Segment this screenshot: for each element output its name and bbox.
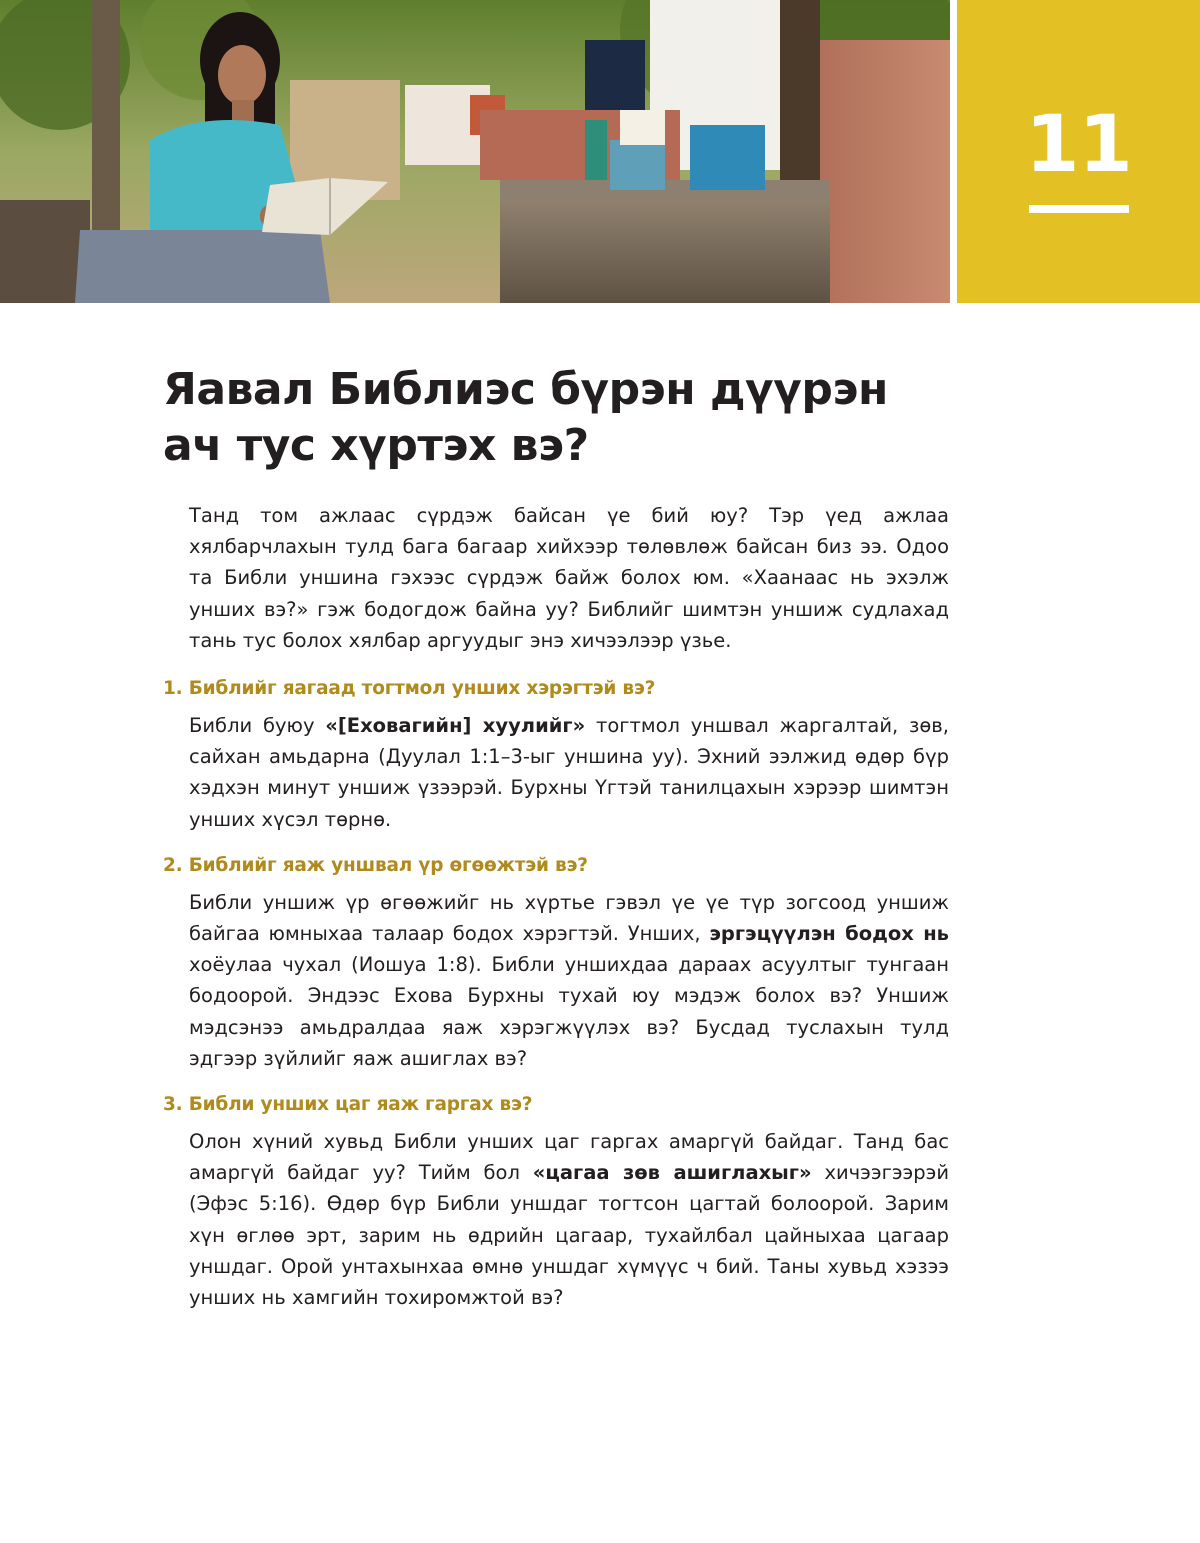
section-2 <box>163 853 963 1074</box>
text-run: Библи уншиж үр өгөөжийг нь хүртье гэвэл үе үе түр зогсоод уншиж байгаа юмныхаа талаар бодох хэрэгтэй. Унших, <box>189 890 949 946</box>
lesson-number-badge <box>957 0 1200 303</box>
title-line-1: Яавал Библиэс бүрэн дүүрэн <box>163 364 888 415</box>
title-line-2: ач тус хүртэх вэ? <box>163 420 589 471</box>
section-heading: 3. Библи унших цаг яаж гаргах вэ? <box>163 1094 533 1116</box>
section-paragraph <box>189 887 949 1074</box>
text-run: хоёулаа чухал (Иошуа 1:8). Библи уншихдаа дараах асуултыг тунгаан бодоорой. Эндээс Ехова Бурхны тухай юу мэдэж болох вэ? Уншиж мэдсэнээ амьдралдаа яаж хэрэгжүүлэх вэ? Бусдад туслахын тулд эдгээр зүйлийг яаж ашиглах вэ? <box>189 953 949 1070</box>
section-heading: 2. Библийг яаж уншвал үр өгөөжтэй вэ? <box>163 854 588 876</box>
bold-text: «цагаа зөв ашиглахыг» <box>532 1161 812 1185</box>
section-heading: 1. Библийг яагаад тогтмол унших хэрэгтэй вэ? <box>163 678 656 700</box>
bold-text: эргэцүүлэн бодох нь <box>709 922 949 946</box>
text-run: тогтмол уншвал жаргалтай, зөв, сайхан амьдарна (Дуулал 1:1–3-ыг уншина уу). Эхний ээлжид өдөр бүр хэдхэн минут уншиж үзээрэй. Бурхны Үгтэй танилцахын хэрээр шимтэн унших хүсэл төрнө. <box>189 714 949 831</box>
lesson-number: 11 <box>1025 100 1132 190</box>
section-paragraph <box>189 1126 949 1313</box>
header-photo <box>0 0 950 303</box>
section-1 <box>163 676 963 835</box>
page-title <box>163 362 1063 474</box>
lesson-content <box>163 500 963 1331</box>
section-3 <box>163 1092 963 1313</box>
section-paragraph <box>189 710 949 835</box>
badge-underline <box>1029 205 1129 213</box>
text-run: хичээгээрэй (Эфэс 5:16). Өдөр бүр Библи уншдаг тогтсон цагтай болоорой. Зарим хүн өглөө эрт, зарим нь өдрийн цагаар, тухайлбал цайныхаа цагаар уншдаг. Орой унтахынхаа өмнө уншдаг хүмүүс ч бий. Таны хувьд хэзээ унших нь хамгийн тохиромжтой вэ? <box>189 1161 949 1310</box>
intro-paragraph: Танд том ажлаас сүрдэж байсан үе бий юу? Тэр үед ажлаа хялбарчлахын тулд бага багаар хийхээр төлөвлөж байсан биз ээ. Одоо та Библи уншина гэхээс сүрдэж байж болох юм. «Хаанаас нь эхэлж унших вэ?» гэж бодогдож байна уу? Библийг шимтэн уншиж судлахад тань тус болох хялбар аргуудыг энэ хичээлээр үзье. <box>189 504 949 652</box>
bold-text: «[Еховагийн] хуулийг» <box>325 714 586 738</box>
text-run: Библи буюу <box>189 714 326 738</box>
photo-illustration <box>0 0 950 303</box>
text-run: Олон хүний хувьд Библи унших цаг гаргах амаргүй байдаг. Танд бас амаргүй байдаг уу? Тийм бол <box>189 1130 949 1185</box>
